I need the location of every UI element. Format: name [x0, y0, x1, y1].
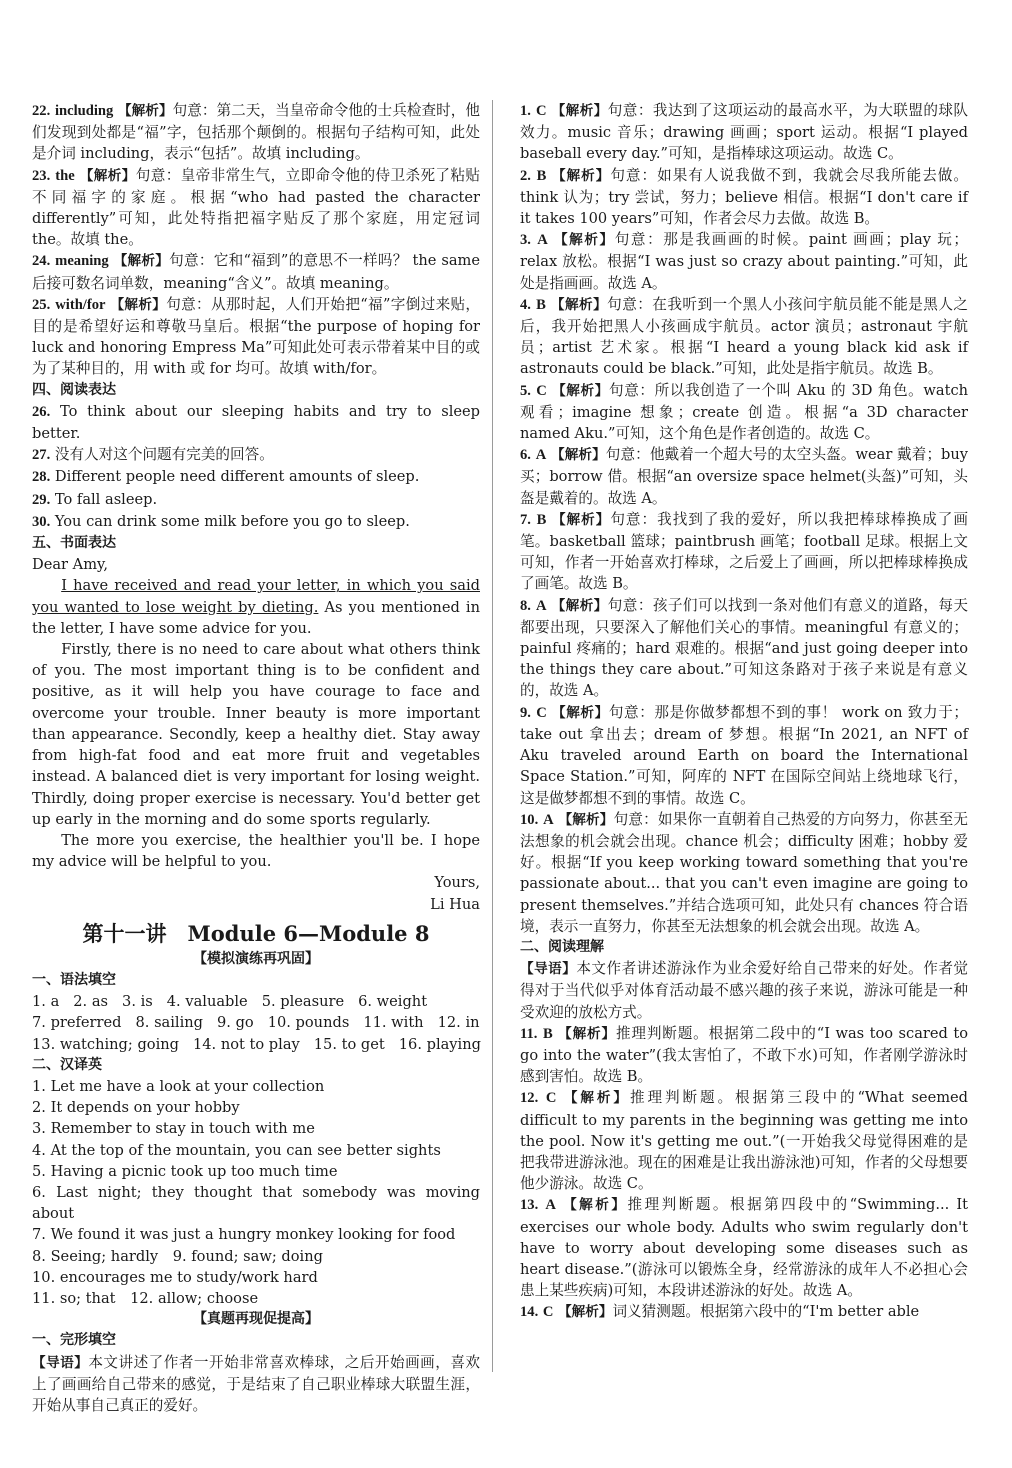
grammar-row [32, 1034, 480, 1055]
column-divider [492, 100, 493, 1372]
item-number: 12. [520, 1090, 539, 1107]
grammar-answer: 10. pounds [267, 1014, 350, 1032]
analysis-tag: 【解析】 [110, 296, 167, 313]
answer-item [520, 809, 968, 937]
analysis-text: 句意：他戴着一个超大号的太空头盔。wear 戴着；buy 买；borrow 借。根据“an oversize space helmet(头盔)”可知，头盔是戴着的。故选 A。 [520, 446, 969, 507]
analysis-tag: 【解析】 [552, 704, 609, 721]
item-number: 7. [520, 511, 531, 528]
lead-tag: 【导语】 [520, 961, 577, 978]
item-answer: B [536, 296, 546, 313]
section-translation-title: 二、汉译英 [32, 1056, 102, 1073]
analysis-text: 词义猜测题。根据第六段中的“I'm better able [612, 1303, 920, 1321]
section-grammar-fill-title: 一、语法填空 [32, 971, 116, 988]
translation-answer: 1. Let me have a look at your collection [32, 1077, 325, 1095]
essay-paragraph-3: The more you exercise, the healthier you'll be. I hope my advice will be helpful to you. [32, 831, 480, 871]
analysis-text: 句意：它和“福到”的意思不一样吗？ the same 后接可数名词单数，meaning“含义”。故填 meaning。 [32, 252, 481, 292]
item-number: 26. [32, 403, 51, 420]
essay-signature: Li Hua [430, 895, 480, 913]
grammar-fill-answers [32, 991, 480, 1055]
essay-greeting: Dear Amy, [32, 556, 108, 574]
translation-answer: 3. Remember to stay in touch with me [32, 1120, 315, 1138]
item-answer: C [536, 103, 547, 119]
answer-item [32, 100, 480, 165]
grammar-answer: 16. playing [398, 1035, 481, 1053]
answer-item [520, 444, 968, 509]
analysis-tag: 【解析】 [558, 1304, 613, 1321]
left-column [32, 100, 480, 1416]
cloze-answers-1-10 [520, 100, 968, 937]
translation-answers [32, 1076, 480, 1309]
grammar-answer: 15. to get [313, 1035, 385, 1053]
grammar-answer: 6. weight [358, 993, 428, 1011]
item-number: 30. [32, 513, 51, 530]
grammar-row [32, 991, 480, 1012]
item-number: 24. [32, 253, 51, 270]
reading-expression-item [32, 466, 480, 488]
grammar-answer: 11. with [363, 1014, 424, 1032]
analysis-text: 推理判断题。根据第四段中的“Swimming... It exercises our whole body. Adults who swim regularly don't have to worry about developing some diseases such as heart disease.”(游泳可以锻炼全身，经常游泳的成年人不必担心会患上某些疾病)可知，本段讲述游泳的好处。故选 A。 [520, 1196, 969, 1300]
essay-paragraph-1-rest: As you mentioned in the letter, I have some advice for you. [32, 598, 480, 637]
section-cloze-title: 一、完形填空 [32, 1332, 116, 1349]
translation-answer: 6. Last night; they thought that somebody was moving about [32, 1183, 480, 1223]
analysis-text: 句意：从那时起，人们开始把“福”字倒过来贴，目的是希望好运和尊敬马皇后。根据“the purpose of hoping for luck and honoring Empress Ma”可知此处可表示带着某中目的或为了某种目的，用 with 或 for 均可。故填 with/for。 [32, 295, 481, 378]
item-answer: A [543, 811, 554, 828]
translation-answer: 8. Seeing; hardly 9. found; saw; doing [32, 1247, 323, 1265]
analysis-text: 推理判断题。根据第三段中的“What seemed difficult to my parents in the beginning was getting me into the pool. Now it's getting me out.”(一开始我父母觉得困难的是把我带进游泳池。现在的困难是让我出游泳池)可知，作者的父母想要他少游泳。故选 C。 [520, 1089, 969, 1193]
item-answer: A [545, 1197, 556, 1214]
item-number: 25. [32, 296, 51, 313]
grammar-answer: 1. a [32, 993, 60, 1011]
item-number: 27. [32, 447, 51, 464]
translation-answer: 10. encourages me to study/work hard [32, 1268, 318, 1286]
analysis-text: 句意：第二天，当皇帝命令他的士兵检查时，他们发现到处都是“福”字，包括那个颠倒的。根据句子结构可知，此处是介词 including，表示“包括”。故填 including。 [32, 102, 480, 163]
analysis-tag: 【解析】 [118, 103, 173, 119]
lead-text: 本文讲述了作者一开始非常喜欢棒球，之后开始画画，喜欢上了画画给自己带来的感觉，于是结束了自己职业棒球大联盟生涯，开始从事自己真正的爱好。 [32, 1353, 481, 1414]
answer-item [32, 250, 480, 293]
analysis-text: 句意：如果有人说我做不到，我就会尽我所能去做。think 认为；try 尝试，努力；believe 相信。根据“I don't care if it takes 100 years”可知，作者会尽力去做。故选 B。 [520, 166, 968, 228]
analysis-tag: 【解析】 [563, 1197, 628, 1214]
item-text: Different people need different amounts of sleep. [54, 468, 420, 486]
reading-lead [520, 958, 968, 1023]
answer-item [520, 702, 968, 809]
item-answer: B [536, 167, 547, 184]
item-number: 14. [520, 1304, 539, 1321]
essay-paragraph-1 [32, 575, 480, 639]
analysis-text: 句意：那是你做梦都想不到的事！ work on 致力于；take out 拿出去；dream of 梦想。根据“In 2021, an NFT of Aku traveled around Earth on board the International Space Station.”可知，阿库的 NFT 在国际空间站上绕地球飞行，这是做梦都想不到的事情。故选 C。 [520, 703, 969, 807]
essay-underlined-sentence: I have received and read your letter, in which you said you wanted to lose weight by dieting. [32, 577, 480, 616]
answer-item [520, 165, 968, 230]
reading-expression-item [32, 489, 480, 511]
grammar-answer: 3. is [122, 993, 153, 1011]
reading-expression-item [32, 444, 480, 466]
analysis-tag: 【解析】 [558, 1025, 616, 1042]
item-number: 28. [32, 469, 51, 486]
analysis-text: 句意：皇帝非常生气，立即命令他的侍卫杀死了粘贴不同福字的家庭。根据“who had pasted the character differently”可知，此处特指把福字贴反了那个家庭，用定冠词 the。故填 the。 [32, 166, 480, 249]
analysis-tag: 【解析】 [552, 382, 609, 399]
answer-item [520, 1301, 968, 1323]
grammar-answer: 2. as [73, 993, 109, 1011]
analysis-text: 句意：那是我画画的时候。paint 画画；play 玩；relax 放松。根据“I was just so crazy about painting.”可知，此处是指画画。故选 A。 [520, 231, 969, 292]
answer-item [32, 294, 480, 380]
item-number: 4. [520, 296, 531, 313]
answer-item [520, 1087, 968, 1194]
item-answer: C [536, 704, 547, 721]
analysis-tag: 【解析】 [563, 1090, 630, 1107]
translation-answer: 4. At the top of the mountain, you can see better sights [32, 1141, 441, 1159]
answer-item [520, 100, 968, 165]
translation-answer: 2. It depends on your hobby [32, 1099, 240, 1117]
grammar-row [32, 1012, 480, 1033]
reading-expression-item [32, 401, 480, 444]
item-text: 没有人对这个问题有完美的回答。 [54, 446, 274, 464]
section-reading-expression-title: 四、阅读表达 [32, 381, 116, 398]
analysis-tag: 【解析】 [551, 511, 611, 528]
item-number: 11. [520, 1025, 538, 1042]
analysis-tag: 【解析】 [551, 447, 606, 464]
translation-answer: 7. We found it was just a hungry monkey looking for food [32, 1226, 456, 1244]
analysis-text: 句意：我找到了我的爱好，所以我把棒球棒换成了画笔。basketball 篮球；paintbrush 画笔；football 足球。根据上文可知，作者一开始喜欢打棒球，之后爱上了画画，所以把棒球棒换成了画笔。故选 B。 [520, 510, 968, 593]
analysis-tag: 【解析】 [551, 597, 608, 614]
essay-paragraph-2: Firstly, there is no need to care about what others think of you. The most important thing is to be confident and positive, as it will help you have courage to face and overcome your trouble. Inner beauty is more important than appearance. Secondly, keep a healthy diet. Stay away from high-fat food and eat more fruit and vegetables instead. A balanced diet is very important for losing weight. Thirdly, doing proper exercise is necessary. You'd better get up early in the morning and do some sports regularly. [32, 641, 480, 828]
item-text: You can drink some milk before you go to sleep. [54, 512, 410, 530]
analysis-tag: 【解析】 [558, 811, 614, 828]
item-answer: C [536, 382, 547, 399]
analysis-tag: 【解析】 [113, 253, 170, 270]
analysis-text: 句意：在我听到一个黑人小孩问宇航员能不能是黑人之后，我开始把黑人小孩画成宇航员。actor 演员；astronaut 宇航员；artist 艺术家。根据“I heard a young black kid ask if astronauts could be black.”可知，此处是指宇航员。故选 B。 [520, 295, 969, 378]
analysis-text: 句意：如果你一直朝着自己热爱的方向努力，你甚至无法想象的机会就会出现。chance 机会；difficulty 困难；hobby 爱好。根据“If you keep working toward something that you're passionate about... that you can't even imagine are going to present themselves.”并结合选项可知，此处只有 chances 符合语境，表示一直努力，你甚至无法想象的机会就会出现。故选 A。 [520, 810, 969, 935]
item-number: 23. [32, 167, 51, 184]
grammar-answer: 4. valuable [166, 993, 248, 1011]
reading-expression-answers [32, 401, 480, 533]
subheading-practice: 【模拟演练再巩固】 [193, 950, 319, 967]
analysis-text: 句意：所以我创造了一个叫 Aku 的 3D 角色。watch 观看；imagine 想象；create 创造。根据“a 3D character named Aku.”可知，这个角色是作者创造的。故选 C。 [520, 381, 969, 443]
right-column [520, 100, 968, 1324]
item-text: To fall asleep. [54, 490, 158, 508]
item-number: 3. [520, 232, 531, 249]
item-number: 6. [520, 447, 531, 464]
item-number: 8. [520, 597, 531, 614]
grammar-answer: 8. sailing [135, 1014, 203, 1032]
item-number: 2. [520, 167, 531, 184]
analysis-tag: 【解析】 [553, 232, 615, 249]
item-answer: the [55, 167, 75, 184]
analysis-text: 句意：孩子们可以找到一条对他们有意义的道路，每天都要出现，只要深入了解他们关心的事情。meaningful 有意义的；painful 疼痛的；hard 艰难的。根据“and just going deeper into the things they care about.”可知这条路对于孩子来说是有意义的，故选 A。 [520, 596, 969, 700]
analysis-text: 句意：我达到了这项运动的最高水平，为大联盟的球队效力。music 音乐；drawing 画画；sport 运动。根据“I played baseball every day.”可知，是指棒球这项运动。故选 C。 [520, 102, 969, 163]
item-answer: A [535, 447, 547, 464]
section-writing-title: 五、书面表达 [32, 535, 116, 552]
answer-item [520, 1023, 968, 1088]
item-answer: B [536, 511, 547, 528]
translation-answer: 11. so; that 12. allow; choose [32, 1289, 259, 1307]
answer-item [520, 1194, 968, 1301]
cloze-lead [32, 1352, 480, 1417]
item-answer: with/for [55, 296, 106, 313]
reading-answers-11-14 [520, 1023, 968, 1324]
answer-item [32, 165, 480, 251]
item-number: 10. [520, 811, 539, 828]
answer-item [520, 595, 968, 702]
analysis-text: 推理判断题。根据第二段中的“I was too scared to go into the water”(我太害怕了，不敢下水)可知，作者刚学游泳时感到害怕。故选 B。 [520, 1024, 969, 1086]
analysis-tag: 【解析】 [551, 167, 611, 184]
item-answer: A [536, 597, 547, 614]
subheading-real-exam: 【真题再现促提高】 [193, 1311, 319, 1328]
grammar-answer: 9. go [217, 1014, 254, 1032]
item-text: To think about our sleeping habits and try to sleep better. [32, 402, 480, 443]
item-answer: meaning [55, 253, 109, 270]
item-answer: C [545, 1090, 557, 1107]
answer-item [520, 229, 968, 294]
item-number: 5. [520, 382, 531, 399]
cloze-answers-22-25 [32, 100, 480, 380]
item-number: 9. [520, 704, 531, 721]
item-number: 29. [32, 491, 51, 508]
section-reading-comprehension-title: 二、阅读理解 [520, 938, 604, 955]
item-number: 22. [32, 103, 51, 119]
lead-tag: 【导语】 [32, 1354, 89, 1371]
grammar-answer: 12. in [437, 1014, 480, 1032]
reading-expression-item [32, 511, 480, 533]
grammar-answer: 7. preferred [32, 1014, 122, 1032]
item-answer: including [54, 103, 114, 119]
translation-answer: 5. Having a picnic took up too much time [32, 1162, 338, 1180]
item-number: 13. [520, 1197, 539, 1214]
analysis-tag: 【解析】 [550, 296, 608, 313]
analysis-tag: 【解析】 [79, 167, 136, 184]
item-answer: C [542, 1304, 554, 1321]
item-number: 1. [520, 103, 531, 119]
answer-item [520, 294, 968, 380]
grammar-answer: 14. not to play [192, 1035, 300, 1053]
model-essay [32, 554, 480, 914]
answer-item [520, 380, 968, 445]
lead-text: 本文作者讲述游泳作为业余爱好给自己带来的好处。作者觉得对于当代似乎对体育活动最不感兴趣的孩子来说，游泳可能是一种受欢迎的放松方式。 [520, 960, 969, 1021]
essay-closing: Yours, [434, 874, 480, 892]
item-answer: B [542, 1025, 553, 1042]
item-answer: A [537, 232, 548, 249]
grammar-answer: 5. pleasure [261, 993, 345, 1011]
answer-item [520, 509, 968, 595]
analysis-tag: 【解析】 [551, 103, 608, 119]
lecture-title: 第十一讲 Module 6—Module 8 [82, 920, 430, 946]
grammar-answer: 13. watching; going [32, 1035, 179, 1053]
